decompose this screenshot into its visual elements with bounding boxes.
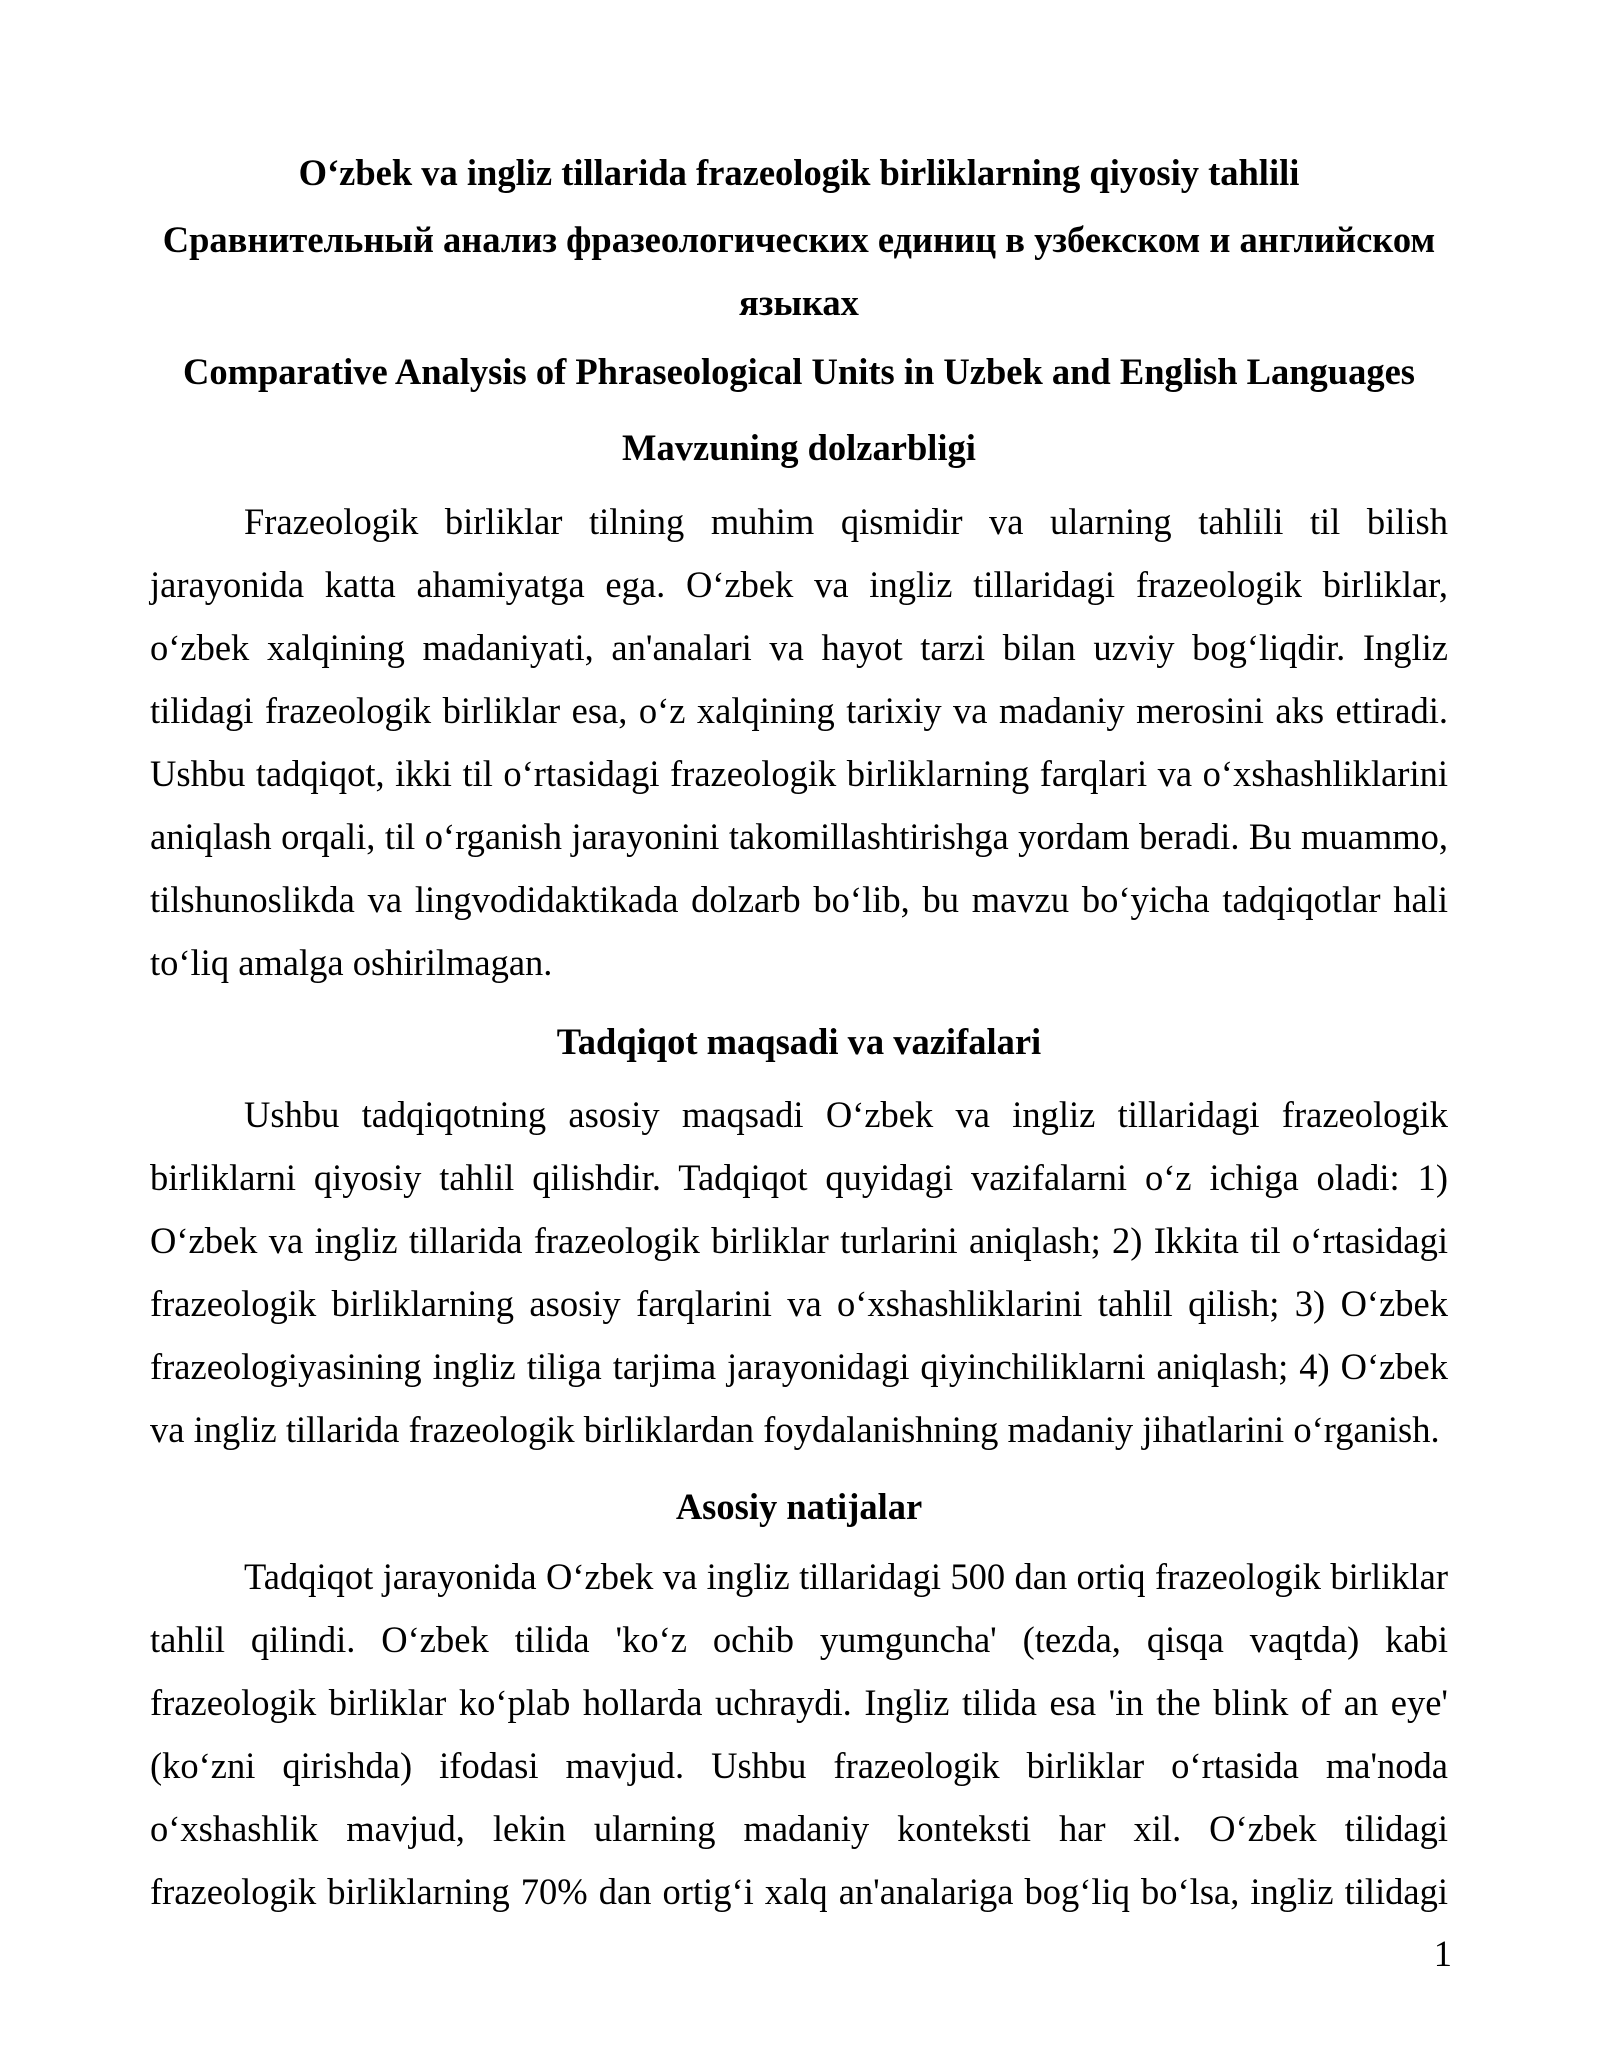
text-line: to‘liq amalga oshirilmagan. [150,942,553,983]
text-line: birliklarni qiyosiy tahlil qilishdir. Tadqiqot quyidagi vazifalarni o‘z ichiga oladi: 1) [150,1157,1448,1198]
section-heading-asosiy-natijalar: Asosiy natijalar [675,1486,923,1527]
title-russian-line-1: Сравнительный анализ фразеологических единиц в узбекском и английском [162,219,1436,260]
title-russian-line-2: языках [739,282,859,323]
text-line: Frazeologik birliklar tilning muhim qismidir va ularning tahlili til bilish [244,501,1448,542]
text-line: o‘xshashlik mavjud, lekin ularning madaniy konteksti har xil. O‘zbek tilidagi [150,1808,1448,1849]
paragraph-1 [150,490,1448,994]
text-line: O‘zbek va ingliz tillarida frazeologik birliklar turlarini aniqlash; 2) Ikkita til o‘rtasidagi [150,1220,1448,1261]
section-heading-mavzuning-dolzarbligi: Mavzuning dolzarbligi [622,427,976,468]
section-heading-tadqiqot-maqsadi: Tadqiqot maqsadi va vazifalari [556,1021,1042,1062]
text-line: tilshunoslikda va lingvodidaktikada dolzarb bo‘lib, bu mavzu bo‘yicha tadqiqotlar hali [150,879,1448,920]
text-line: frazeologik birliklarning 70% dan ortig‘i xalq an'analariga bog‘liq bo‘lsa, ingliz tilidagi [150,1871,1448,1912]
title-english: Comparative Analysis of Phraseological Units in Uzbek and English Languages [182,351,1416,392]
text-line: (ko‘zni qirishda) ifodasi mavjud. Ushbu frazeologik birliklar o‘rtasida ma'noda [150,1745,1448,1786]
text-line: va ingliz tillarida frazeologik birliklardan foydalanishning madaniy jihatlarini o‘rganish. [150,1409,1440,1450]
text-line: jarayonida katta ahamiyatga ega. O‘zbek va ingliz tillaridagi frazeologik birliklar, [150,564,1448,605]
paragraph-2 [150,1083,1448,1461]
paragraph-3 [150,1545,1448,1923]
title-uzbek: O‘zbek va ingliz tillarida frazeologik birliklarning qiyosiy tahlili [298,152,1300,193]
text-line: Ushbu tadqiqot, ikki til o‘rtasidagi frazeologik birliklarning farqlari va o‘xshashliklarini [150,753,1448,794]
text-line: Tadqiqot jarayonida O‘zbek va ingliz tillaridagi 500 dan ortiq frazeologik birliklar [244,1556,1448,1597]
page-number: 1 [1433,1933,1452,1974]
text-line: tahlil qilindi. O‘zbek tilida 'ko‘z ochib yumguncha' (tezda, qisqa vaqtda) kabi [150,1619,1448,1660]
text-line: tilidagi frazeologik birliklar esa, o‘z xalqining tarixiy va madaniy merosini aks ettiradi. [150,690,1448,731]
text-line: aniqlash orqali, til o‘rganish jarayonini takomillashtirishga yordam beradi. Bu muammo, [150,816,1448,857]
text-line: frazeologiyasining ingliz tiliga tarjima jarayonidagi qiyinchiliklarni aniqlash; 4) O‘zbek [150,1346,1448,1387]
text-line: frazeologik birliklarning asosiy farqlarini va o‘xshashliklarini tahlil qilish; 3) O‘zbek [150,1283,1448,1324]
text-line: Ushbu tadqiqotning asosiy maqsadi O‘zbek va ingliz tillaridagi frazeologik [244,1094,1448,1135]
text-line: o‘zbek xalqining madaniyati, an'analari va hayot tarzi bilan uzviy bog‘liqdir. Ingliz [150,627,1448,668]
text-line: frazeologik birliklar ko‘plab hollarda uchraydi. Ingliz tilida esa 'in the blink of an eye' [150,1682,1448,1723]
